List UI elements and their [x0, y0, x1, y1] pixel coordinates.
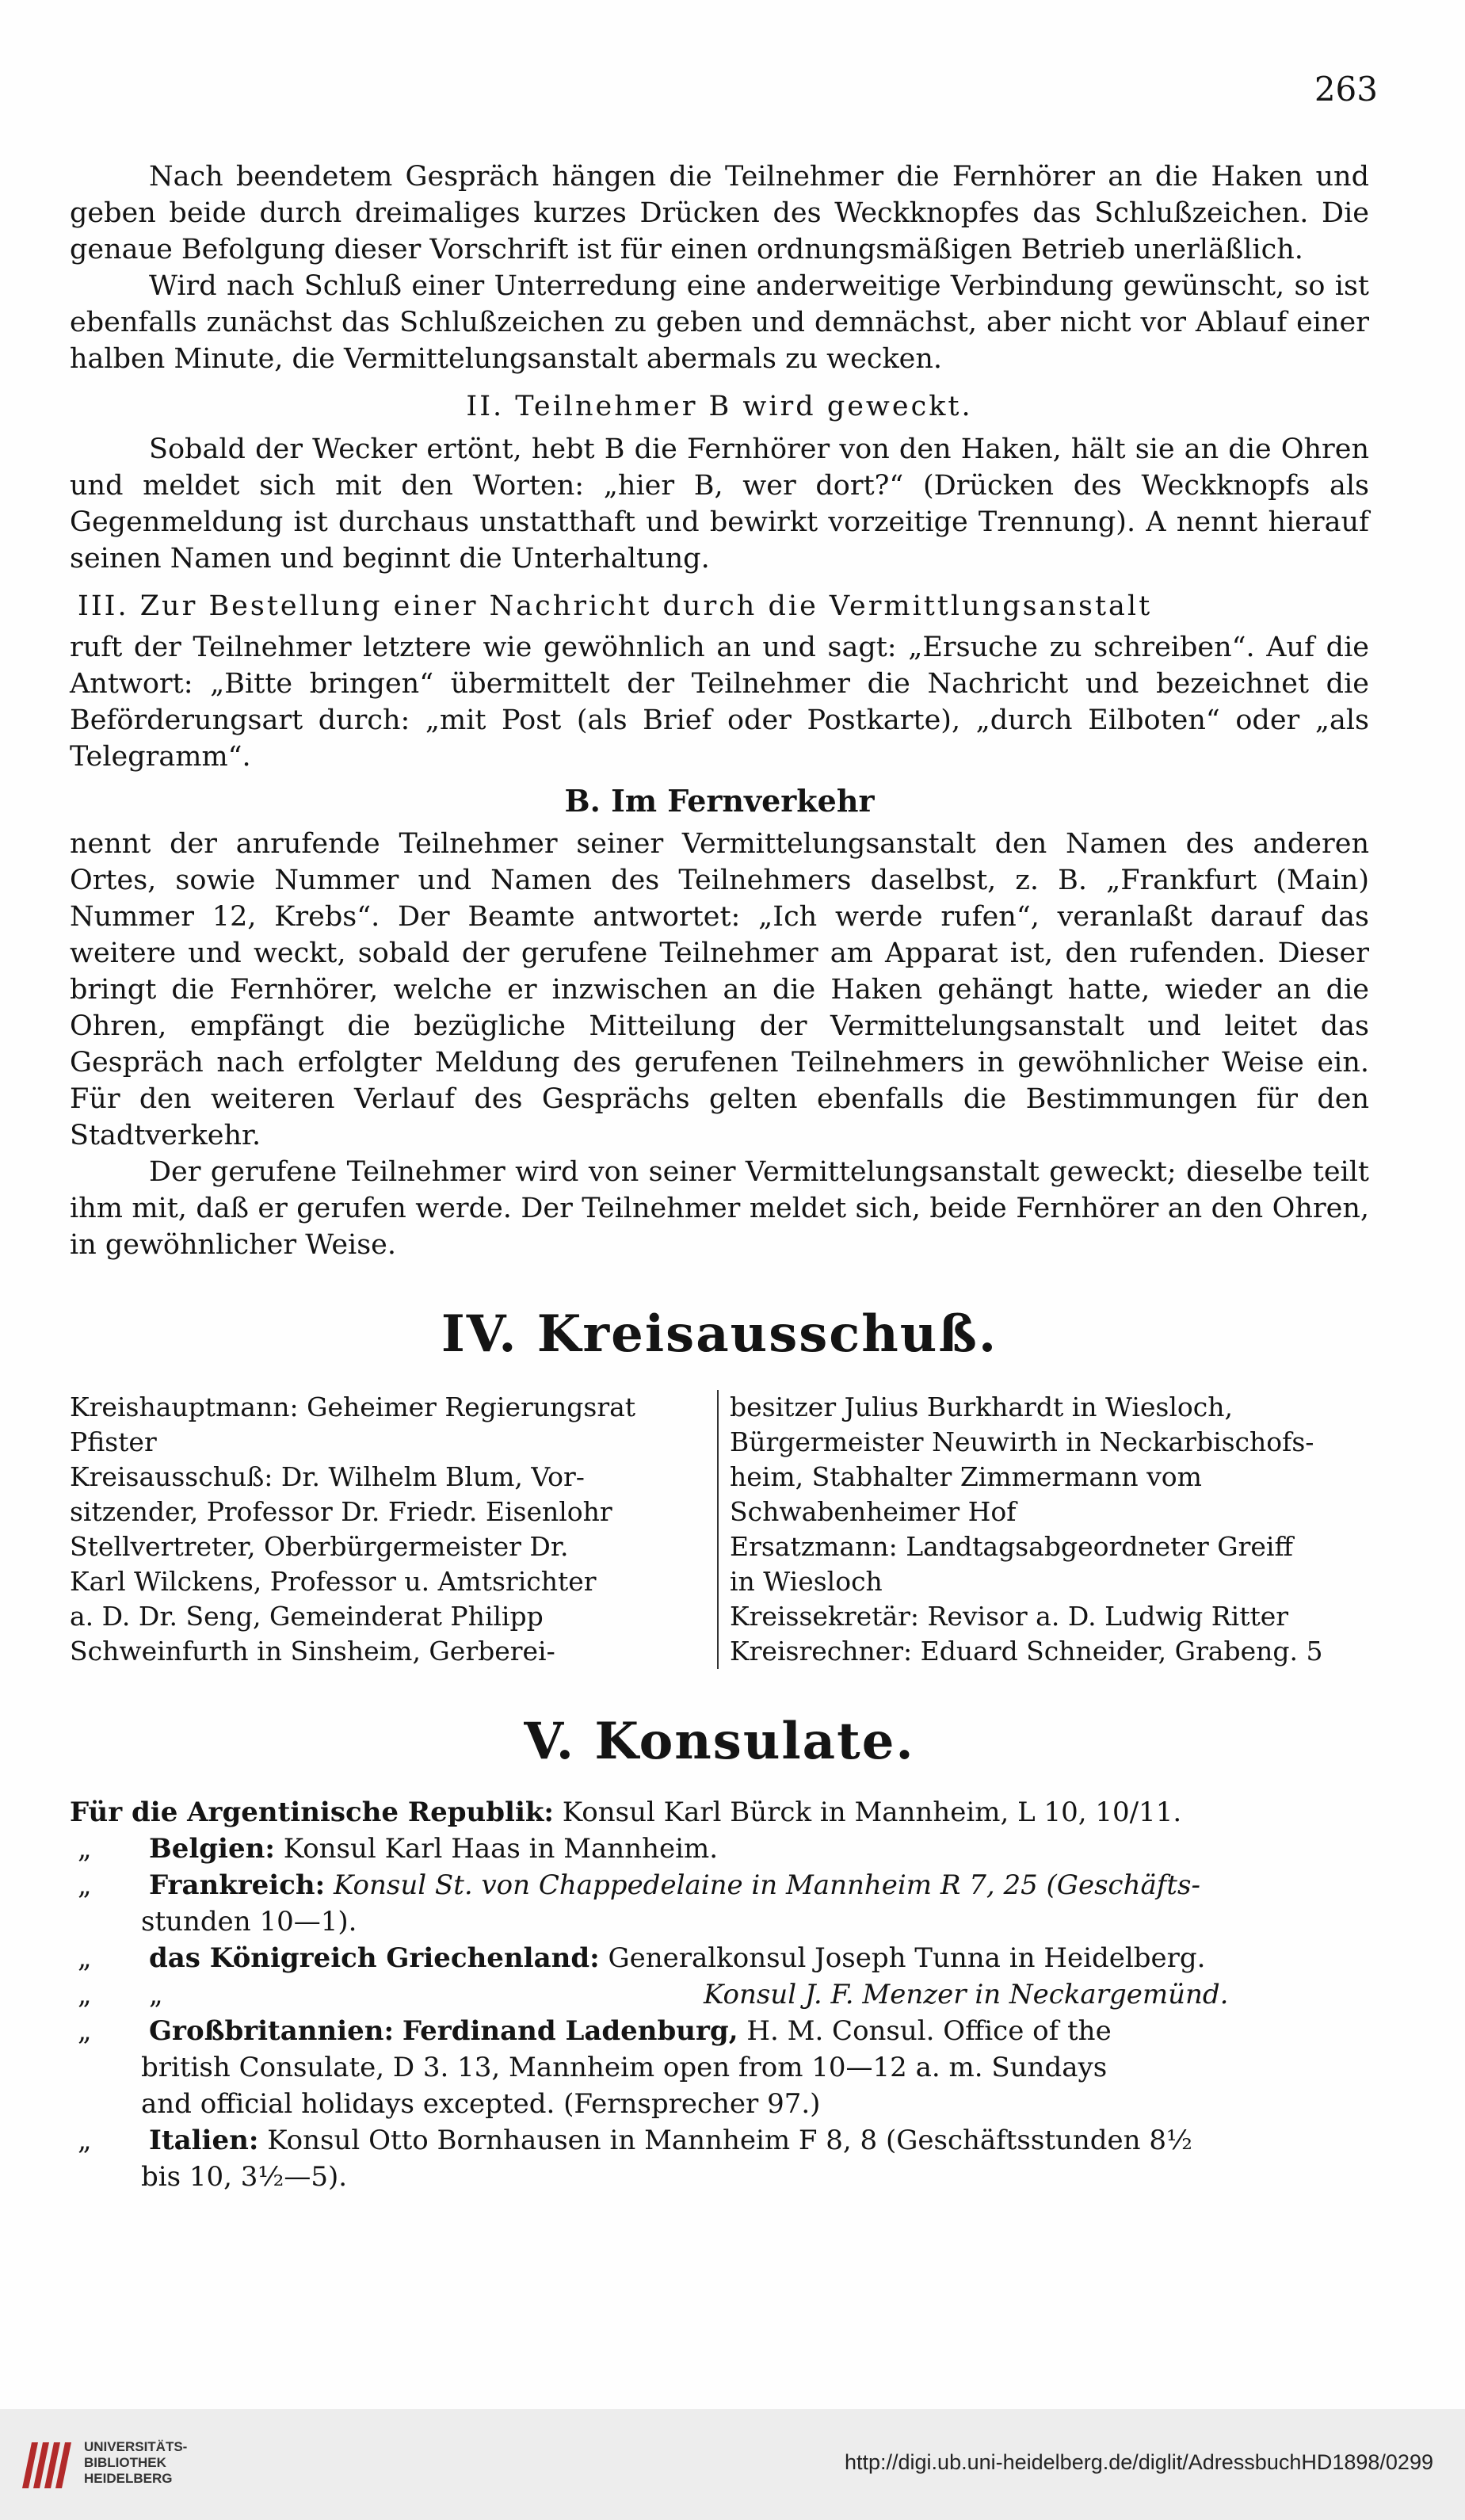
list-item: sitzender, Professor Dr. Friedr. Eisenlohr [70, 1496, 612, 1527]
list-item: Stellvertreter, Oberbürgermeister Dr. [70, 1531, 569, 1562]
university-library-logo-icon [16, 2433, 78, 2495]
paragraph-gerufene: Der gerufene Teilnehmer wird von seiner Vermittelungsanstalt geweckt; dieselbe teilt ihm mit, daß er gerufen werde. Der Teilnehmer meldet sich, beide Fernhörer an den Ohren, in gewöhnlicher Weise. [70, 1156, 1369, 1261]
consul-text: Konsul J. F. Menzer in Neckargemünd. [704, 1979, 1229, 2010]
ditto-mark: „ [78, 1942, 92, 1974]
continuation-line: and official holidays excepted. (Fernsprecher 97.) [141, 2088, 821, 2120]
list-item: Bürgermeister Neuwirth in Neckarbischofs- [730, 1426, 1314, 1457]
footer-bar [0, 2409, 1465, 2520]
list-item: a. D. Dr. Seng, Gemeinderat Philipp [70, 1601, 544, 1632]
list-item-griechenland [70, 1940, 1369, 1976]
list-item-italien [70, 2122, 1369, 2159]
country-label: Italien: [149, 2125, 259, 2156]
consul-text: H. M. Consul. Office of the [746, 2015, 1112, 2047]
konsulate-list [70, 1794, 1369, 2195]
list-item: Schweinfurth in Sinsheim, Gerberei- [70, 1636, 555, 1667]
consul-text: Konsul Karl Bürck in Mannheim, L 10, 10/11. [562, 1796, 1182, 1828]
page-body [70, 158, 1369, 2195]
country-label: Großbritannien: [149, 2015, 395, 2047]
ditto-mark: „ [78, 1869, 92, 1901]
list-item: Kreissekretär: Revisor a. D. Ludwig Ritter [730, 1601, 1289, 1632]
ditto-mark: „ [78, 2125, 92, 2156]
continuation-line: british Consulate, D 3. 13, Mannheim open from 10—12 a. m. Sundays [141, 2052, 1108, 2083]
list-item: Kreishauptmann: Geheimer Regierungsrat [70, 1392, 636, 1422]
list-item-argentinien [70, 1794, 1369, 1831]
list-item: Ersatzmann: Landtagsabgeordneter Greiff [730, 1531, 1293, 1562]
list-item-frankreich [70, 1867, 1369, 1903]
consul-text: Generalkonsul Joseph Tunna in Heidelberg. [608, 1942, 1206, 1974]
library-name: UNIVERSITÄTS- BIBLIOTHEK HEIDELBERG [84, 2439, 188, 2486]
consul-text: Konsul Otto Bornhausen in Mannheim F 8, 8 (Geschäftsstunden 8½ [267, 2125, 1192, 2156]
list-item: Kreisausschuß: Dr. Wilhelm Blum, Vor- [70, 1461, 585, 1492]
consul-name: Ferdinand Ladenburg, [402, 2015, 738, 2047]
kreisausschuss-columns [70, 1390, 1369, 1669]
ditto-mark: „ [78, 1979, 92, 2010]
list-item-griechenland-2 [70, 1976, 1369, 2013]
country-label: das Königreich Griechenland: [149, 1942, 600, 1974]
list-item: Karl Wilckens, Professor u. Amtsrichter [70, 1566, 597, 1597]
list-item: besitzer Julius Burkhardt in Wiesloch, [730, 1392, 1234, 1422]
ditto-mark: „ [78, 1833, 92, 1865]
paragraph-wecker: Sobald der Wecker ertönt, hebt B die Fernhörer von den Haken, hält sie an die Ohren und meldet sich mit den Worten: „hier B, wer dort?“ (Drücken des Weckknopfs als Gegenmeldung ist durchaus unstatthaft und bewirkt vorzeitige Trennung). A nennt hierauf seinen Namen und beginnt die Unterhaltung. [70, 433, 1369, 575]
paragraph-nachricht: ruft der Teilnehmer letztere wie gewöhnlich an und sagt: „Ersuche zu schreiben“. Auf die Antwort: „Bitte bringen“ übermittelt der Teilnehmer die Nachricht und bezeichnet die Beförderungsart durch: „mit Post (als Brief oder Postkarte), „durch Eilboten“ oder „als Telegramm“. [70, 632, 1369, 773]
kreisausschuss-left-column [70, 1390, 719, 1669]
country-label: Frankreich: [149, 1869, 326, 1901]
country-label: Für die Argentinische Republik: [70, 1796, 554, 1828]
list-item: heim, Stabhalter Zimmermann vom [730, 1461, 1202, 1492]
list-item: Schwabenheimer Hof [730, 1496, 1017, 1527]
list-item: in Wiesloch [730, 1566, 883, 1597]
continuation-line: bis 10, 3½—5). [141, 2161, 348, 2193]
list-item-grossbritannien [70, 2013, 1369, 2049]
kreisausschuss-right-column [719, 1390, 1368, 1669]
paragraph-new-connection: Wird nach Schluß einer Unterredung eine anderweitige Verbindung gewünscht, so ist ebenfalls zunächst das Schlußzeichen zu geben und demnächst, aber nicht vor Ablauf einer halben Minute, die Vermittelungsanstalt abermals zu wecken. [70, 270, 1369, 375]
consul-text: Konsul St. von Chappedelaine in Mannheim R 7, 25 (Geschäfts- [334, 1869, 1200, 1901]
paragraph-fernverkehr: nennt der anrufende Teilnehmer seiner Vermittelungsanstalt den Namen des anderen Ortes, sowie Nummer und Namen des Teilnehmers daselbst, z. B. „Frankfurt (Main) Nummer 12, Krebs“. Der Beamte antwortet: „Ich werde rufen“, veranlaßt darauf das weitere und weckt, sobald der gerufene Teilnehmer am Apparat ist, den rufenden. Dieser bringt die Fernhörer, welche er inzwischen an die Haken gehängt hatte, wieder an die Ohren, empfängt die bezügliche Mitteilung der Vermittelungsanstalt und leitet das Gespräch nach erfolgter Meldung des gerufenen Teilnehmers in gewöhnlicher Weise ein. Für den weiteren Verlauf des Gesprächs gelten ebenfalls die Bestimmungen für den Stadtverkehr. [70, 828, 1369, 1151]
page-number: 263 [1314, 70, 1378, 109]
consul-text: Konsul Karl Haas in Mannheim. [283, 1833, 719, 1865]
paragraph-hangup: Nach beendetem Gespräch hängen die Teilnehmer die Fernhörer an die Haken und geben beide durch dreimaliges kurzes Drücken des Weckknopfes das Schlußzeichen. Die genaue Befolgung dieser Vorschrift ist für einen ordnungsmäßigen Betrieb unerläßlich. [70, 161, 1369, 265]
section-heading-kreisausschuss: IV. Kreisausschuß. [441, 1304, 998, 1364]
continuation-line: stunden 10—1). [141, 1906, 357, 1938]
ditto-mark: „ [149, 1979, 163, 2010]
ditto-mark: „ [78, 2015, 92, 2047]
list-item: Kreisrechner: Eduard Schneider, Grabeng. 5 [730, 1636, 1323, 1667]
subheading-bestellung: III. Zur Bestellung einer Nachricht durch die Vermittlungsanstalt [78, 590, 1153, 622]
subheading-teilnehmer-b: II. Teilnehmer B wird geweckt. [466, 391, 973, 422]
country-label: Belgien: [149, 1833, 275, 1865]
list-item: Pfister [70, 1426, 157, 1457]
list-item-belgien [70, 1831, 1369, 1867]
subheading-fernverkehr: B. Im Fernverkehr [564, 783, 875, 819]
source-url-link[interactable]: http://digi.ub.uni-heidelberg.de/diglit/AdressbuchHD1898/0299 [844, 2450, 1433, 2474]
section-heading-konsulate: V. Konsulate. [524, 1712, 915, 1771]
